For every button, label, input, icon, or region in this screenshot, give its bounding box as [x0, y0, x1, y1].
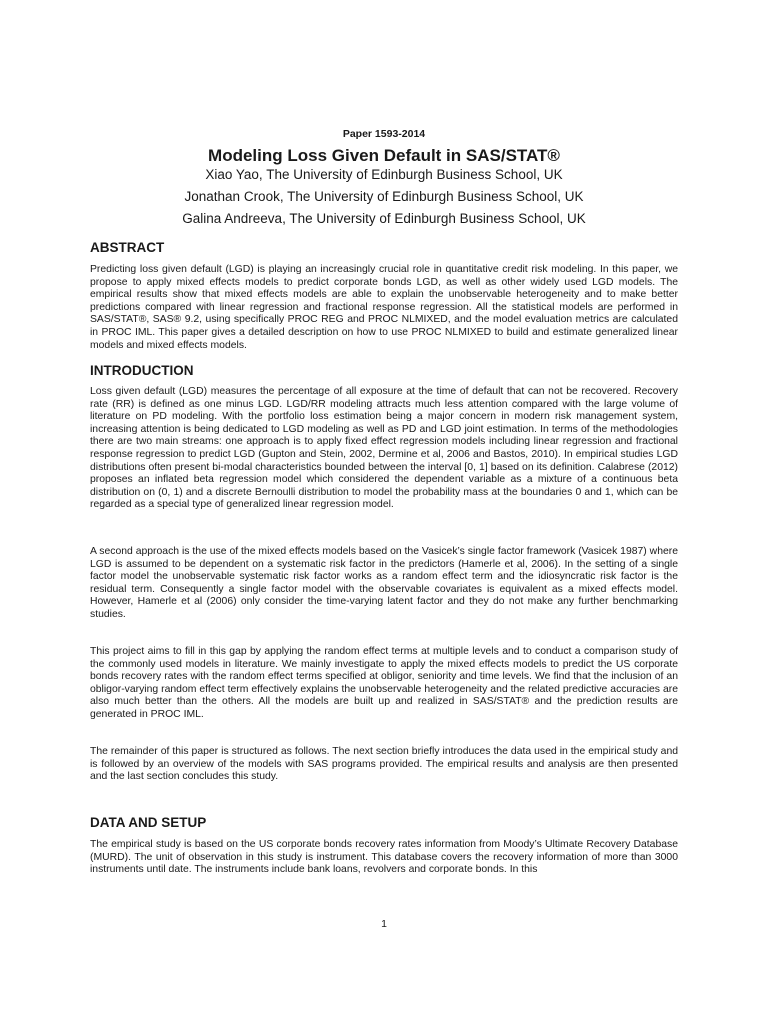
author-line: Galina Andreeva, The University of Edinburgh Business School, UK: [182, 211, 586, 226]
author-line: Xiao Yao, The University of Edinburgh Business School, UK: [205, 167, 563, 182]
paper-title: Modeling Loss Given Default in SAS/STAT®: [208, 146, 560, 165]
author-line: Jonathan Crook, The University of Edinburgh Business School, UK: [184, 189, 584, 204]
introduction-paragraph: Loss given default (LGD) measures the percentage of all exposure at the time of default that can not be recovered. Recovery rate (RR) is defined as one minus LGD. LGD/RR modeling attracts much less attention compared with the large volume of literature on PD modeling. With the portfolio loss estimation being a major concern in modern risk management system, increasing attention is being dedicated to LGD modeling as well as PD and LGD joint estimation. In terms of the methodologies there are two main streams: one approach is to apply fixed effect regression models including linear regression and fractional response regression to predict LGD (Gupton and Stein, 2002, Dermine et al, 2006 and Bastos, 2010). In empirical studies LGD distributions often present bi-modal characteristics bounded between the interval [0, 1] based on its definition. Calabrese (2012) proposes an inflated beta regression model which considered the dependent variable as a mixture of a continuous beta distribution on (0, 1) and a discrete Bernoulli distribution to model the probability mass at the boundaries 0 and 1, which can be regarded as a special type of generalized linear regression model.: [90, 386, 678, 511]
abstract-paragraph: Predicting loss given default (LGD) is playing an increasingly crucial role in quantitative credit risk modeling. In this paper, we propose to apply mixed effects models to predict corporate bonds LGD, as well as other widely used LGD models. The empirical results show that mixed effects models are able to explain the unobservable heterogeneity and to make better predictions compared with linear regression and fractional response regression. All the statistical models are performed in SAS/STAT®, SAS® 9.2, using specifically PROC REG and PROC NLMIXED, and the model evaluation metrics are calculated in PROC IML. This paper gives a detailed description on how to use PROC NLMIXED to build and estimate generalized linear models and mixed effects models.: [90, 264, 678, 351]
data-setup-paragraph: The empirical study is based on the US corporate bonds recovery rates information from Moody’s Ultimate Recovery Database (MURD). The unit of observation in this study is instrument. This database covers the recovery information of more than 3000 instruments until date. The instruments include bank loans, revolvers and corporate bonds. In this: [90, 839, 678, 876]
introduction-paragraph: A second approach is the use of the mixed effects models based on the Vasicek’s single factor framework (Vasicek 1987) where LGD is assumed to be dependent on a systematic risk factor in the predictors (Hamerle et al, 2006). In the setting of a single factor model the unobservable systematic risk factor works as a random effect term and the idiosyncratic risk factor is the residual term. Consequently a single factor model with the observable covariates is equivalent as a mixed effects model. However, Hamerle et al (2006) only consider the time-varying latent factor and they do not make any further benchmarking studies.: [90, 546, 678, 620]
introduction-paragraph: This project aims to fill in this gap by applying the random effect terms at multiple levels and to conduct a comparison study of the commonly used models in literature. We mainly investigate to apply the mixed effects models to predict the US corporate bonds recovery rates with the random effect terms specified at obligor, seniority and time levels. We find that the inclusion of an obligor-varying random effect term effectively explains the unobservable heterogeneity and the related predictive accuracies are also much better than the others. All the models are built up and realized in SAS/STAT® and the prediction results are generated in PROC IML.: [90, 646, 678, 720]
introduction-heading: INTRODUCTION: [90, 363, 194, 378]
page-number: 1: [381, 918, 387, 930]
introduction-paragraph: The remainder of this paper is structured as follows. The next section briefly introduces the data used in the empirical study and is followed by an overview of the models with SAS programs provided. The empirical results and analysis are then presented and the last section concludes this study.: [90, 746, 678, 783]
abstract-heading: ABSTRACT: [90, 240, 165, 255]
data-setup-heading: DATA AND SETUP: [90, 815, 207, 830]
paper-number: Paper 1593-2014: [342, 128, 426, 140]
